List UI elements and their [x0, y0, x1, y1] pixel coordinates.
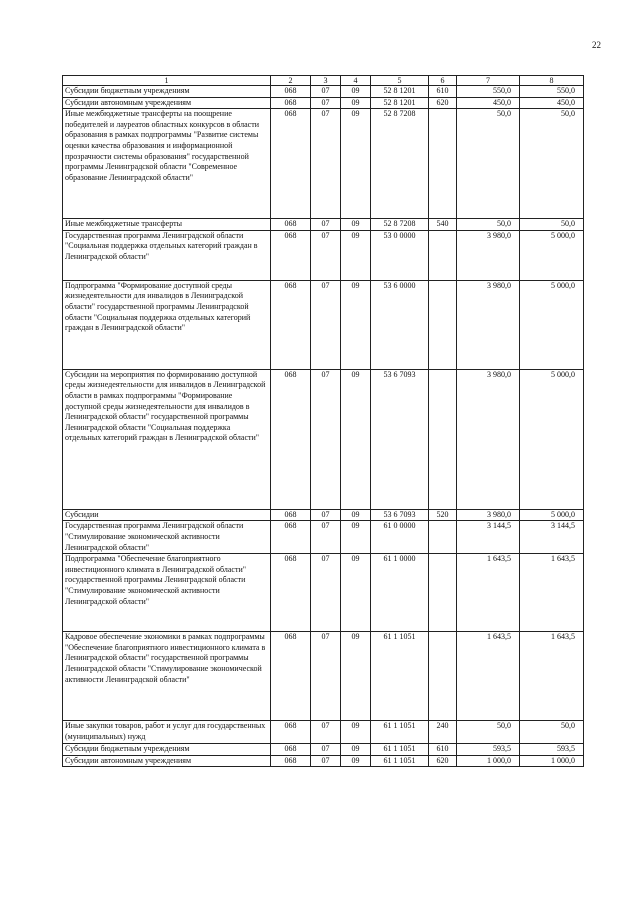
cell-target-article: 52 8 7208	[371, 219, 429, 231]
cell-target-article: 61 1 1051	[371, 632, 429, 721]
cell-expense-type	[429, 230, 457, 280]
cell-expense-type: 620	[429, 755, 457, 767]
cell-section: 07	[311, 369, 341, 509]
cell-expense-type: 610	[429, 744, 457, 756]
cell-admin-code: 068	[271, 109, 311, 219]
cell-expense-type	[429, 109, 457, 219]
cell-subsection: 09	[341, 280, 371, 369]
page-number: 22	[592, 40, 601, 50]
cell-expense-type	[429, 521, 457, 554]
cell-admin-code: 068	[271, 509, 311, 521]
cell-amount-year2: 1 643,5	[520, 554, 584, 632]
cell-amount-year2: 50,0	[520, 109, 584, 219]
cell-target-article: 53 6 7093	[371, 369, 429, 509]
cell-target-article: 61 1 1051	[371, 721, 429, 744]
cell-target-article: 61 1 1051	[371, 744, 429, 756]
cell-subsection: 09	[341, 521, 371, 554]
cell-subsection: 09	[341, 721, 371, 744]
cell-target-article: 53 6 0000	[371, 280, 429, 369]
cell-expense-type: 540	[429, 219, 457, 231]
cell-amount-year2: 5 000,0	[520, 230, 584, 280]
header-cell: 4	[341, 76, 371, 86]
cell-section: 07	[311, 280, 341, 369]
cell-expense-type: 610	[429, 86, 457, 98]
cell-section: 07	[311, 219, 341, 231]
cell-admin-code: 068	[271, 755, 311, 767]
table-row	[63, 230, 584, 280]
cell-amount-year2: 5 000,0	[520, 369, 584, 509]
cell-amount-year1: 1 000,0	[457, 755, 520, 767]
cell-section: 07	[311, 109, 341, 219]
cell-subsection: 09	[341, 369, 371, 509]
cell-section: 07	[311, 721, 341, 744]
table-row	[63, 280, 584, 369]
cell-subsection: 09	[341, 230, 371, 280]
row-name-cell: Государственная программа Ленинградской области "Социальная поддержка отдельных категорий граждан в Ленинградской области"	[63, 230, 271, 280]
cell-expense-type	[429, 369, 457, 509]
table-row	[63, 632, 584, 721]
row-name-cell: Государственная программа Ленинградской области "Стимулирование экономической активности Ленинградской области"	[63, 521, 271, 554]
table-row	[63, 109, 584, 219]
table-row	[63, 554, 584, 632]
header-cell: 1	[63, 76, 271, 86]
row-name-cell: Субсидии бюджетным учреждениям	[63, 86, 271, 98]
cell-admin-code: 068	[271, 521, 311, 554]
cell-section: 07	[311, 509, 341, 521]
cell-section: 07	[311, 744, 341, 756]
cell-subsection: 09	[341, 86, 371, 98]
cell-subsection: 09	[341, 744, 371, 756]
table-row	[63, 369, 584, 509]
cell-section: 07	[311, 86, 341, 98]
cell-amount-year2: 5 000,0	[520, 509, 584, 521]
cell-admin-code: 068	[271, 280, 311, 369]
cell-amount-year1: 3 980,0	[457, 509, 520, 521]
cell-admin-code: 068	[271, 97, 311, 109]
cell-amount-year1: 450,0	[457, 97, 520, 109]
row-name-cell: Субсидии бюджетным учреждениям	[63, 744, 271, 756]
cell-amount-year2: 50,0	[520, 721, 584, 744]
cell-target-article: 61 1 0000	[371, 554, 429, 632]
cell-expense-type	[429, 280, 457, 369]
cell-section: 07	[311, 230, 341, 280]
cell-subsection: 09	[341, 109, 371, 219]
cell-admin-code: 068	[271, 230, 311, 280]
row-name-cell: Субсидии на мероприятия по формированию доступной среды жизнедеятельности для инвалидов в Ленинградской области в рамках подпрограммы "Формирование доступной среды жизнедеятельности для инвалидов в Ленинградской области" государственной программы Ленинградской области "Социальная поддержка отдельных категорий граждан в Ленинградской области"	[63, 369, 271, 509]
cell-expense-type: 620	[429, 97, 457, 109]
table-row	[63, 509, 584, 521]
cell-section: 07	[311, 521, 341, 554]
header-cell: 3	[311, 76, 341, 86]
cell-expense-type	[429, 632, 457, 721]
table-header-row	[63, 76, 584, 86]
cell-amount-year2: 593,5	[520, 744, 584, 756]
row-name-cell: Субсидии автономным учреждениям	[63, 97, 271, 109]
cell-admin-code: 068	[271, 369, 311, 509]
cell-amount-year2: 1 643,5	[520, 632, 584, 721]
cell-amount-year2: 1 000,0	[520, 755, 584, 767]
cell-target-article: 53 6 7093	[371, 509, 429, 521]
cell-expense-type: 240	[429, 721, 457, 744]
cell-subsection: 09	[341, 509, 371, 521]
table-row	[63, 744, 584, 756]
cell-amount-year1: 550,0	[457, 86, 520, 98]
cell-target-article: 61 0 0000	[371, 521, 429, 554]
cell-amount-year2: 450,0	[520, 97, 584, 109]
cell-target-article: 52 8 1201	[371, 97, 429, 109]
table-row	[63, 721, 584, 744]
cell-amount-year1: 3 144,5	[457, 521, 520, 554]
cell-amount-year1: 593,5	[457, 744, 520, 756]
cell-amount-year1: 50,0	[457, 721, 520, 744]
row-name-cell: Кадровое обеспечение экономики в рамках подпрограммы "Обеспечение благоприятного инвестиционного климата в Ленинградской области" государственной программы Ленинградской области "Стимулирование экономической активности Ленинградской области"	[63, 632, 271, 721]
cell-admin-code: 068	[271, 219, 311, 231]
table-row	[63, 219, 584, 231]
cell-admin-code: 068	[271, 554, 311, 632]
cell-amount-year1: 50,0	[457, 109, 520, 219]
cell-subsection: 09	[341, 554, 371, 632]
row-name-cell: Иные межбюджетные трансферты на поощрение победителей и лауреатов областных конкурсов в области образования в рамках подпрограммы "Развитие системы оценки качества образования и информационной прозрачности системы образования" государственной программы Ленинградской области "Современное образование Ленинградской области"	[63, 109, 271, 219]
row-name-cell: Подпрограмма "Формирование доступной среды жизнедеятельности для инвалидов в Ленинградской области" государственной программы Ленинградской области "Социальная поддержка отдельных категорий граждан в Ленинградской области"	[63, 280, 271, 369]
cell-amount-year1: 50,0	[457, 219, 520, 231]
row-name-cell: Иные закупки товаров, работ и услуг для государственных (муниципальных) нужд	[63, 721, 271, 744]
cell-amount-year1: 3 980,0	[457, 230, 520, 280]
cell-subsection: 09	[341, 632, 371, 721]
header-cell: 8	[520, 76, 584, 86]
cell-subsection: 09	[341, 97, 371, 109]
cell-amount-year2: 3 144,5	[520, 521, 584, 554]
cell-target-article: 53 0 0000	[371, 230, 429, 280]
budget-table	[62, 75, 584, 767]
cell-expense-type: 520	[429, 509, 457, 521]
row-name-cell: Иные межбюджетные трансферты	[63, 219, 271, 231]
cell-expense-type	[429, 554, 457, 632]
cell-target-article: 52 8 7208	[371, 109, 429, 219]
header-cell: 5	[371, 76, 429, 86]
header-cell: 2	[271, 76, 311, 86]
cell-amount-year1: 3 980,0	[457, 369, 520, 509]
cell-section: 07	[311, 632, 341, 721]
cell-section: 07	[311, 755, 341, 767]
cell-admin-code: 068	[271, 632, 311, 721]
header-cell: 6	[429, 76, 457, 86]
cell-amount-year1: 1 643,5	[457, 632, 520, 721]
cell-subsection: 09	[341, 219, 371, 231]
cell-section: 07	[311, 554, 341, 632]
row-name-cell: Субсидии автономным учреждениям	[63, 755, 271, 767]
cell-subsection: 09	[341, 755, 371, 767]
cell-admin-code: 068	[271, 744, 311, 756]
cell-amount-year2: 50,0	[520, 219, 584, 231]
row-name-cell: Подпрограмма "Обеспечение благоприятного инвестиционного климата в Ленинградской области" государственной программы Ленинградской области "Стимулирование экономической активности Ленинградской области"	[63, 554, 271, 632]
cell-amount-year1: 3 980,0	[457, 280, 520, 369]
cell-amount-year1: 1 643,5	[457, 554, 520, 632]
cell-admin-code: 068	[271, 721, 311, 744]
cell-amount-year2: 550,0	[520, 86, 584, 98]
row-name-cell: Субсидии	[63, 509, 271, 521]
cell-section: 07	[311, 97, 341, 109]
table-row	[63, 521, 584, 554]
table-row	[63, 86, 584, 98]
cell-target-article: 52 8 1201	[371, 86, 429, 98]
cell-target-article: 61 1 1051	[371, 755, 429, 767]
cell-admin-code: 068	[271, 86, 311, 98]
table-row	[63, 97, 584, 109]
header-cell: 7	[457, 76, 520, 86]
table-row	[63, 755, 584, 767]
cell-amount-year2: 5 000,0	[520, 280, 584, 369]
